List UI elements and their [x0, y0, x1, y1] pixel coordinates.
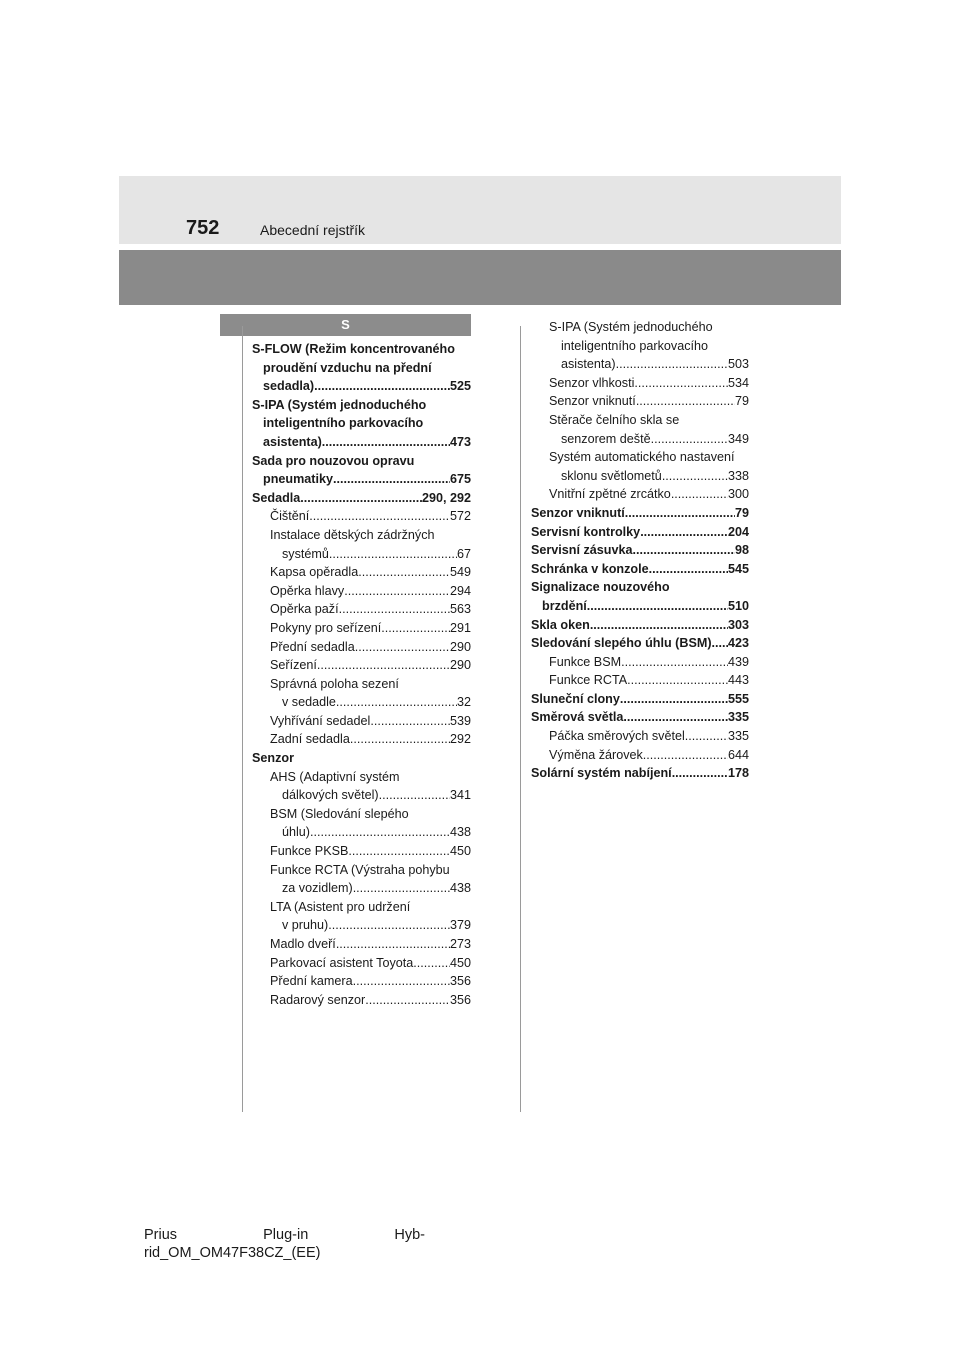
entry-term: senzorem deště: [561, 431, 651, 446]
entry-term: Přední kamera: [270, 974, 353, 989]
dot-leader: [379, 786, 450, 805]
entry-term: sedadla): [263, 379, 315, 394]
index-entry: [531, 430, 749, 449]
index-entry: LTA (Asistent pro udržení: [270, 899, 411, 914]
index-entry: [252, 935, 471, 954]
index-entry: [531, 764, 749, 783]
index-entry: Sada pro nouzovou opravu: [252, 453, 415, 468]
entry-term: v pruhu): [282, 918, 329, 933]
index-entry: Správná poloha sezení: [270, 676, 399, 691]
dot-leader: [413, 954, 450, 973]
entry-page-ref[interactable]: 98: [734, 543, 749, 558]
index-entry: [252, 954, 471, 973]
entry-term: Opěrka paží: [270, 602, 339, 617]
dot-leader: [314, 377, 450, 396]
entry-page-ref[interactable]: 423: [727, 636, 749, 651]
entry-term: Senzor vlhkosti: [549, 375, 635, 390]
dot-leader: [712, 634, 728, 653]
entry-term: Funkce RCTA: [549, 673, 628, 688]
index-entry: AHS (Adaptivní systém: [270, 769, 400, 784]
entry-term: Výměna žárovek: [549, 747, 643, 762]
entry-page-ref[interactable]: 572: [449, 509, 471, 524]
dot-leader: [348, 842, 450, 861]
dot-leader: [651, 430, 728, 449]
dot-leader: [640, 523, 728, 542]
dot-leader: [317, 656, 450, 675]
footer: [144, 1226, 425, 1262]
entry-term: Senzor vniknutí: [549, 394, 636, 409]
index-entry: [252, 470, 471, 489]
dot-leader: [339, 600, 450, 619]
dot-leader: [590, 616, 728, 635]
column-divider-right: [520, 326, 521, 1112]
dot-leader: [634, 374, 728, 393]
index-entry: [531, 560, 749, 579]
entry-page-ref[interactable]: 338: [727, 468, 749, 483]
entry-term: Zadní sedadla: [270, 732, 350, 747]
index-entry: [252, 377, 471, 396]
entry-term: Sledování slepého úhlu (BSM): [531, 636, 712, 651]
entry-term: Čištění: [270, 509, 310, 524]
dot-leader: [329, 545, 457, 564]
entry-term: Madlo dveří: [270, 937, 336, 951]
index-entry: [252, 972, 471, 991]
dot-leader: [649, 560, 728, 579]
entry-page-ref[interactable]: 549: [449, 565, 471, 580]
dot-leader: [625, 504, 735, 523]
entry-term: úhlu): [282, 825, 311, 840]
dot-leader: [328, 916, 450, 935]
entry-term: Kapsa opěradla: [270, 565, 359, 580]
entry-page-ref[interactable]: 300: [727, 487, 749, 502]
dot-leader: [365, 991, 450, 1010]
entry-page-ref[interactable]: 273: [449, 937, 471, 951]
dot-leader: [336, 693, 457, 712]
dot-leader: [685, 727, 728, 746]
dot-leader: [643, 746, 728, 765]
entry-term: za vozidlem): [282, 881, 353, 896]
index-column-2: [531, 318, 749, 783]
entry-term: sklonu světlometů: [561, 468, 662, 483]
index-entry: [252, 545, 471, 564]
dot-leader: [350, 730, 450, 749]
entry-term: Sluneční clony: [531, 691, 620, 706]
index-entry: [531, 653, 749, 672]
index-entry: Systém automatického nastavení: [549, 450, 735, 465]
dot-leader: [353, 879, 450, 898]
index-entry: [531, 634, 749, 653]
footer-hyb: Hyb-: [394, 1227, 425, 1243]
index-entry: [531, 746, 749, 765]
entry-page-ref[interactable]: 79: [734, 394, 749, 409]
dot-leader: [627, 671, 728, 690]
index-entry: [531, 671, 749, 690]
entry-page-ref[interactable]: 290, 292: [421, 490, 471, 505]
entry-term: v sedadle: [282, 695, 336, 710]
entry-page-ref[interactable]: 563: [449, 602, 471, 617]
index-entry: [252, 619, 471, 638]
entry-term: Senzor vniknutí: [531, 505, 625, 520]
entry-page-ref[interactable]: 438: [449, 881, 471, 896]
page-number: 752: [186, 217, 220, 239]
entry-page-ref[interactable]: 443: [727, 673, 749, 688]
index-entry: [531, 690, 749, 709]
entry-term: dálkových světel): [282, 788, 379, 803]
entry-page-ref[interactable]: 290: [449, 658, 471, 673]
entry-page-ref[interactable]: 335: [727, 710, 749, 725]
index-entry: [252, 823, 471, 842]
header-top-band: [119, 176, 841, 244]
entry-term: brzdění: [542, 598, 587, 613]
entry-term: Páčka směrových světel: [549, 729, 685, 744]
dot-leader: [358, 563, 450, 582]
index-entry: Funkce RCTA (Výstraha pohybu: [270, 862, 450, 877]
dot-leader: [310, 823, 450, 842]
entry-term: Servisní kontrolky: [531, 524, 641, 539]
index-entry: Instalace dětských zádržných: [270, 527, 435, 542]
dot-leader: [587, 597, 728, 616]
entry-page-ref[interactable]: 379: [449, 918, 471, 933]
dot-leader: [662, 467, 728, 486]
entry-page-ref[interactable]: 450: [449, 844, 471, 859]
index-entry: [252, 489, 471, 508]
footer-variant: Plug-in: [263, 1227, 309, 1243]
entry-term: Seřízení: [270, 658, 317, 673]
index-entry: [531, 597, 749, 616]
dot-leader: [621, 653, 728, 672]
entry-term: Funkce BSM: [549, 654, 622, 669]
index-entry: [531, 374, 749, 393]
index-entry: S-IPA (Systém jednoduchého: [549, 320, 713, 334]
entry-page-ref[interactable]: 503: [727, 357, 749, 372]
index-entry: [531, 467, 749, 486]
dot-leader: [333, 470, 450, 489]
index-entry: inteligentního parkovacího: [561, 338, 709, 353]
entry-term: Opěrka hlavy: [270, 583, 345, 598]
footer-model: Prius: [144, 1227, 178, 1243]
entry-page-ref[interactable]: 290: [449, 639, 471, 654]
entry-term: Přední sedadla: [270, 639, 355, 654]
entry-term: systémů: [282, 546, 329, 561]
entry-page-ref[interactable]: 438: [449, 825, 471, 840]
index-entry: [531, 616, 749, 635]
entry-term: Pokyny pro seřízení: [270, 620, 382, 635]
index-entry: [531, 727, 749, 746]
footer-code: rid_OM_OM47F38CZ_(EE): [144, 1245, 321, 1261]
dot-leader: [671, 485, 728, 504]
entry-term: Směrová světla: [531, 710, 624, 725]
entry-page-ref[interactable]: 525: [449, 379, 471, 394]
entry-page-ref[interactable]: 675: [449, 472, 471, 487]
index-entry: BSM (Sledování slepého: [270, 806, 409, 821]
dot-leader: [309, 507, 450, 526]
entry-page-ref[interactable]: 510: [727, 598, 749, 613]
index-entry: [252, 582, 471, 601]
entry-page-ref[interactable]: 356: [449, 974, 471, 989]
dot-leader: [620, 690, 728, 709]
index-column-1: [252, 340, 471, 1009]
entry-page-ref[interactable]: 450: [449, 955, 471, 970]
entry-page-ref[interactable]: 545: [727, 561, 749, 576]
index-entry: [252, 712, 471, 731]
dot-leader: [616, 355, 728, 374]
index-entry: [531, 523, 749, 542]
header-dark-band: [119, 250, 841, 305]
index-entry: Senzor: [252, 751, 294, 766]
entry-page-ref[interactable]: 439: [727, 654, 749, 669]
entry-term: Solární systém nabíjení: [531, 766, 672, 781]
index-entry: [252, 600, 471, 619]
index-entry: [531, 485, 749, 504]
index-entry: S-IPA (Systém jednoduchého: [252, 397, 427, 412]
entry-page-ref[interactable]: 79: [734, 505, 749, 520]
entry-term: Radarový senzor: [270, 992, 366, 1007]
dot-leader: [636, 392, 735, 411]
entry-page-ref[interactable]: 335: [727, 729, 749, 744]
dot-leader: [672, 764, 728, 783]
index-letter-tab: S: [220, 314, 471, 336]
entry-page-ref[interactable]: 555: [727, 691, 749, 706]
entry-term: Vnitřní zpětné zrcátko: [549, 487, 671, 502]
dot-leader: [370, 712, 450, 731]
index-entry: [252, 842, 471, 861]
dot-leader: [344, 582, 450, 601]
index-entry: inteligentního parkovacího: [263, 416, 424, 431]
entry-page-ref[interactable]: 341: [449, 788, 471, 803]
index-entry: [531, 392, 749, 411]
dot-leader: [633, 541, 735, 560]
index-entry: [252, 693, 471, 712]
index-entry: [531, 541, 749, 560]
index-entry: S-FLOW (Režim koncentrovaného: [252, 342, 455, 356]
entry-page-ref[interactable]: 292: [449, 732, 471, 747]
column-divider-left: [242, 326, 243, 1112]
entry-page-ref[interactable]: 294: [449, 583, 471, 598]
dot-leader: [355, 638, 450, 657]
entry-page-ref[interactable]: 204: [727, 524, 749, 539]
index-entry: [531, 355, 749, 374]
index-entry: proudění vzduchu na přední: [263, 360, 432, 375]
index-entry: [252, 507, 471, 526]
entry-term: asistenta): [263, 434, 322, 449]
index-entry: Stěrače čelního skla se: [549, 412, 680, 427]
dot-leader: [353, 972, 450, 991]
entry-term: Skla oken: [531, 617, 590, 632]
index-entry: [252, 916, 471, 935]
index-entry: [252, 638, 471, 657]
index-entry: Signalizace nouzového: [531, 580, 670, 595]
dot-leader: [623, 708, 728, 727]
entry-term: Schránka v konzole: [531, 561, 649, 576]
index-entry: [252, 730, 471, 749]
entry-page-ref[interactable]: 534: [727, 375, 749, 390]
index-entry: [252, 991, 471, 1010]
entry-term: Funkce PKSB: [270, 844, 349, 859]
entry-page-ref[interactable]: 178: [727, 766, 749, 781]
entry-term: pneumatiky: [263, 472, 333, 487]
entry-page-ref[interactable]: 473: [449, 434, 471, 449]
index-entry: [252, 786, 471, 805]
dot-leader: [381, 619, 450, 638]
index-entry: [531, 708, 749, 727]
entry-term: Servisní zásuvka: [531, 543, 633, 558]
entry-term: Sedadla: [252, 490, 301, 505]
entry-page-ref[interactable]: 32: [456, 695, 471, 710]
entry-page-ref[interactable]: 291: [449, 620, 471, 635]
dot-leader: [300, 489, 422, 508]
entry-page-ref[interactable]: 644: [727, 747, 749, 762]
entry-page-ref[interactable]: 539: [449, 713, 471, 728]
entry-page-ref[interactable]: 303: [727, 617, 749, 632]
index-entry: [252, 433, 471, 452]
dot-leader: [322, 433, 450, 452]
entry-term: Vyhřívání sedadel: [270, 713, 371, 728]
entry-term: Parkovací asistent Toyota: [270, 955, 414, 970]
entry-page-ref[interactable]: 349: [727, 431, 749, 446]
section-title: Abecední rejstřík: [260, 222, 366, 238]
index-entry: [252, 656, 471, 675]
index-entry: [531, 504, 749, 523]
index-entry: [252, 563, 471, 582]
index-entry: [252, 879, 471, 898]
dot-leader: [336, 935, 450, 954]
entry-page-ref[interactable]: 356: [449, 992, 471, 1007]
entry-page-ref[interactable]: 67: [456, 546, 471, 561]
entry-term: asistenta): [561, 357, 616, 372]
